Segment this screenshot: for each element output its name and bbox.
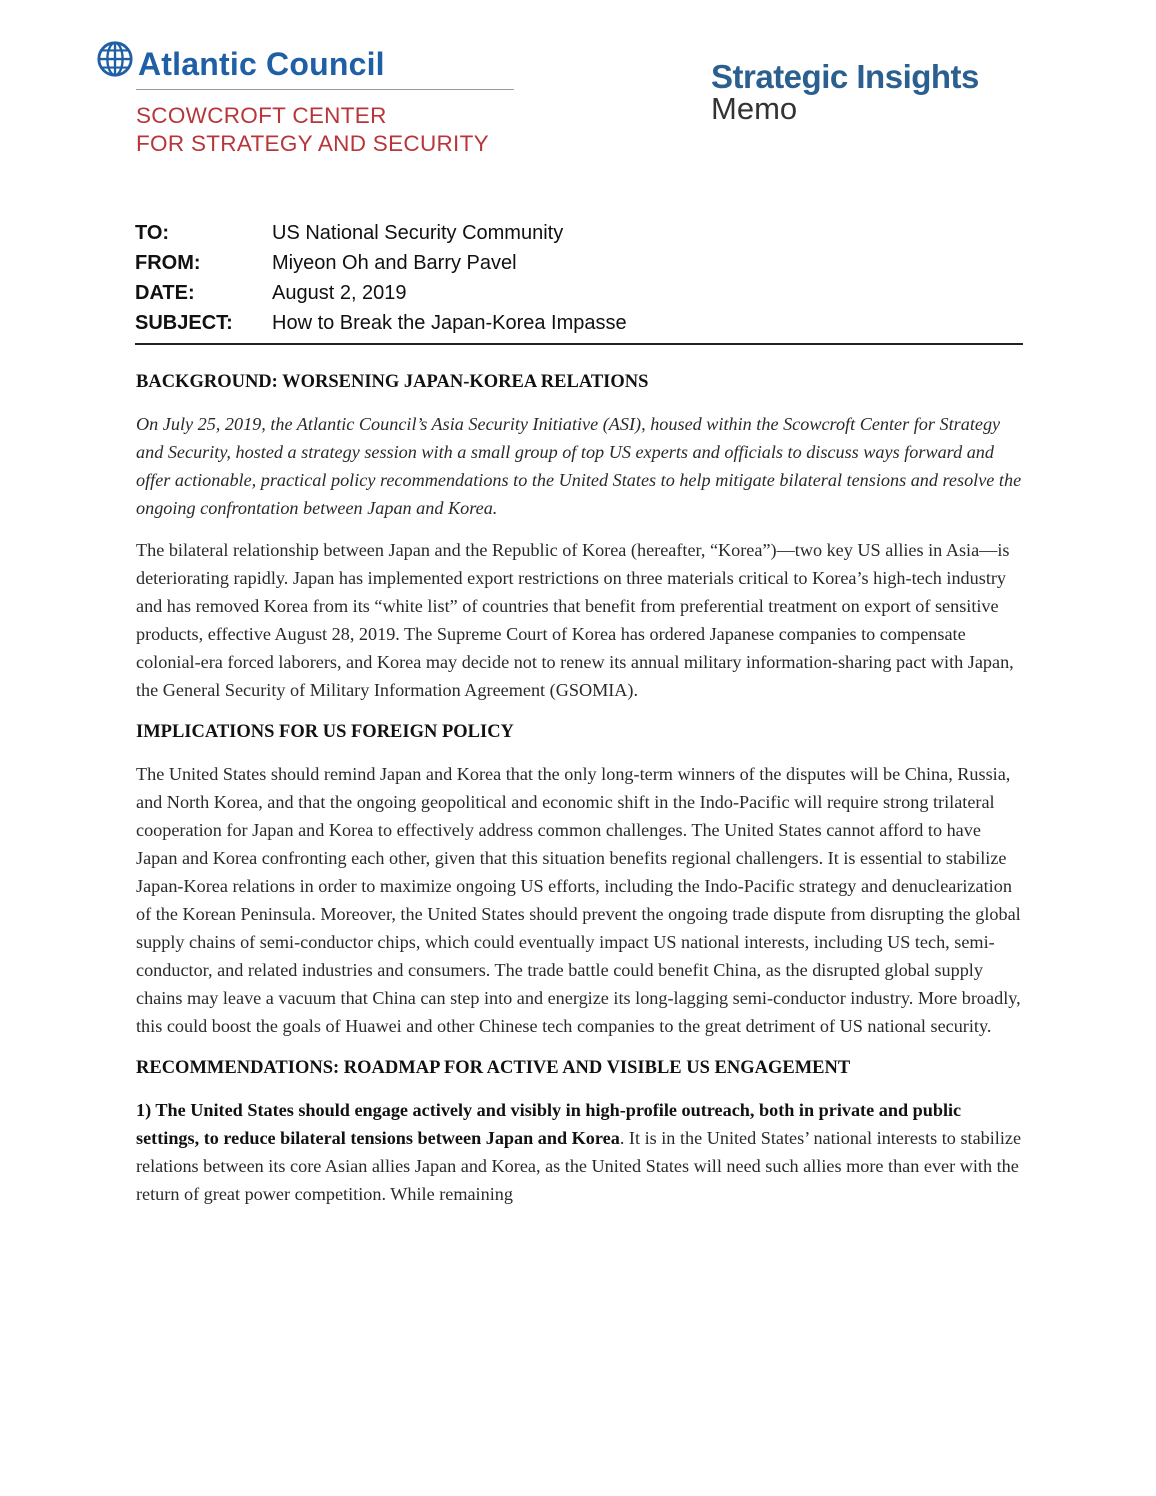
background-intro: On July 25, 2019, the Atlantic Council’s Asia Security Initiative (ASI), housed within the Scowcroft Center for Strategy and Security, hosted a strategy session with a small group of top US experts and officials to discuss ways forward and offer actionable, practical policy recommendations to the United States to help mitigate bilateral tensions and resolve the ongoing confrontation between Japan and Korea. (136, 414, 1022, 518)
background-paragraph: The bilateral relationship between Japan and the Republic of Korea (hereafter, “Korea”)—two key US allies in Asia—is deteriorating rapidly. Japan has implemented export restrictions on three materials critical to Korea’s high-tech industry and has removed Korea from its “white list” of countries that benefit from preferential treatment on export of sensitive products, effective August 28, 2019. The Supreme Court of Korea has ordered Japanese companies to compensate colonial-era forced laborers, and Korea may decide not to renew its annual military information-sharing pact with Japan, the General Security of Military Information Agreement (GSOMIA). (136, 540, 1014, 700)
memo-subject-value: How to Break the Japan-Korea Impasse (272, 311, 627, 334)
recommendation-1-lead: 1) The United States should engage actively and visibly in high-profile outreach, both in private and public settings, to reduce bilateral tensions between Japan and Korea (136, 1100, 962, 1148)
memo-subject-row (135, 308, 1023, 338)
center-name (136, 102, 516, 158)
recommendation-1-text: . It is in the United States’ national interests to stabilize relations between its core Asian allies Japan and Korea, as the United States will need such allies more than ever with the return of great power competition. While remaining (136, 1128, 1022, 1204)
publisher-header (96, 46, 516, 158)
memo-to-label: TO: (135, 221, 170, 244)
header-divider (136, 89, 514, 90)
background-heading: BACKGROUND: WORSENING JAPAN-KOREA RELATIONS (136, 372, 649, 392)
globe-logo-icon (96, 40, 134, 78)
series-subtitle: Memo (711, 91, 798, 126)
memo-date-label: DATE: (135, 281, 195, 304)
memo-from-value: Miyeon Oh and Barry Pavel (272, 251, 517, 274)
memo-to-value: US National Security Community (272, 221, 564, 244)
series-title: Strategic Insights (711, 58, 979, 95)
implications-paragraph: The United States should remind Japan and Korea that the only long-term winners of the disputes will be China, Russia, and North Korea, and that the ongoing geopolitical and economic shift in the Indo-Pacific will require strong trilateral cooperation for Japan and Korea to effectively address common challenges. The United States cannot afford to have Japan and Korea confronting each other, given that this situation benefits regional challengers. It is essential to stabilize Japan-Korea relations in order to maximize ongoing US efforts, including the Indo-Pacific strategy and denuclearization of the Korean Peninsula. Moreover, the United States should prevent the ongoing trade dispute from disrupting the global supply chains of semi-conductor chips, which could eventually impact US national interests, including US tech, semi-conductor, and related industries and consumers. The trade battle could benefit China, as the disrupted global supply chains may leave a vacuum that China can step into and energize its long-lagging semi-conductor industry. More broadly, this could boost the goals of Huawei and other Chinese tech companies to the great detriment of US national security. (136, 764, 1021, 1036)
memo-date-value: August 2, 2019 (272, 281, 407, 304)
memo-from-label: FROM: (135, 251, 201, 274)
logo-row (96, 46, 516, 83)
memo-subject-label: SUBJECT: (135, 311, 233, 334)
recommendation-1 (136, 1096, 1022, 1208)
recommendations-heading: RECOMMENDATIONS: ROADMAP FOR ACTIVE AND VISIBLE US ENGAGEMENT (136, 1058, 851, 1078)
memo-divider (135, 343, 1023, 345)
memo-body (136, 368, 1022, 1222)
org-name: Atlantic Council (138, 46, 385, 82)
memo-to-row (135, 218, 1023, 248)
series-header (711, 60, 979, 126)
center-name-line1: SCOWCROFT CENTER (136, 103, 387, 128)
center-name-line2: FOR STRATEGY AND SECURITY (136, 131, 489, 156)
memo-from-row (135, 248, 1023, 278)
memo-block (135, 218, 1023, 345)
implications-heading: IMPLICATIONS FOR US FOREIGN POLICY (136, 722, 514, 742)
memo-date-row (135, 278, 1023, 308)
